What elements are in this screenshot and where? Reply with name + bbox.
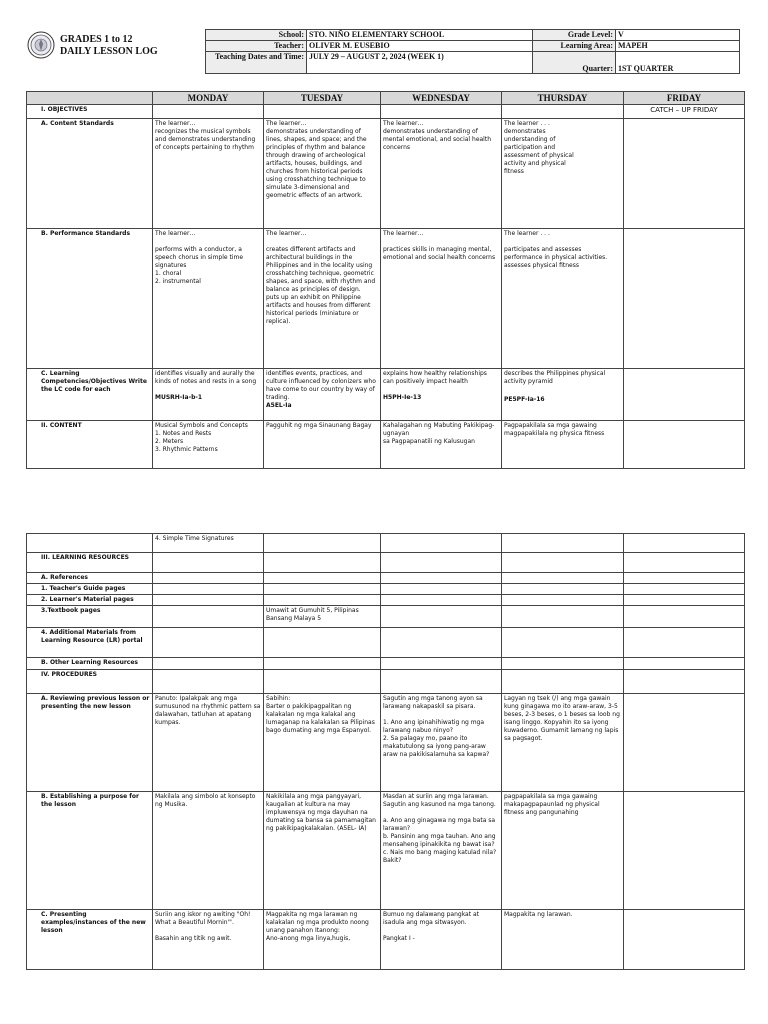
empty-cell	[264, 534, 381, 553]
content-standards-tue: The learner… demonstrates understanding of lines, shapes, and space; and the principles of rhythm and balance through drawing of archeological artifacts, houses, buildings, and churches from historical periods using crosshatching technique to simulate 3-dimensional and geometric effects of an artwork.	[264, 119, 381, 229]
procedures-label: IV. PROCEDURES	[27, 670, 153, 694]
content-wed: Kahalagahan ng Mabuting Pakikipag-ugnayan sa Pagpapanatili ng Kalusugan	[381, 421, 502, 469]
references-label: A. References	[27, 573, 153, 584]
school-label: School:	[206, 30, 307, 41]
lc-code: H5PH-Ie-13	[383, 394, 422, 401]
lc-code: MUSRH-Ia-b-1	[155, 394, 203, 401]
empty-cell	[264, 105, 381, 119]
area-label: Learning Area:	[533, 41, 616, 52]
grade-value: V	[616, 30, 740, 41]
empty-cell	[502, 534, 624, 553]
content-standards-mon: The learner… recognizes the musical symbols and demonstrates understanding of concepts pertaining to rhythm	[153, 119, 264, 229]
teacher-label: Teacher:	[206, 41, 307, 52]
deped-seal-logo	[27, 31, 55, 59]
empty-cell	[264, 628, 381, 658]
competency-text: identifies events, practices, and culture influenced by colonizers who have come to our country by way of trading.	[266, 370, 376, 401]
empty-cell	[624, 584, 745, 595]
empty-cell	[624, 534, 745, 553]
purpose-label: B. Establishing a purpose for the lesson	[27, 792, 153, 910]
lesson-log-table-page1	[26, 91, 745, 469]
empty-cell	[153, 553, 264, 573]
lc-code: A5EL-Ia	[266, 402, 292, 409]
quarter-value: 1ST QUARTER	[616, 52, 740, 74]
empty-cell	[264, 658, 381, 670]
competencies-label: C. Learning Competencies/Objectives Write the LC code for each	[27, 369, 153, 421]
empty-cell	[381, 584, 502, 595]
empty-cell	[624, 553, 745, 573]
review-wed: Sagutin ang mga tanong ayon sa larawang nakapaskil sa pisara. 1. Ano ang ipinahihiwatig ng mga larawang nabuo ninyo? 2. Sa palagay mo, paano ito makatutulong sa iyong pang-araw araw na pakikisalamuha sa kapwa?	[381, 694, 502, 792]
review-thu: Lagyan ng tsek (/) ang mga gawain kung ginagawa mo ito araw-araw, 3-5 beses, 2-3 beses, o 1 beses sa loob ng isang linggo. Kopyahin ito sa iyong kuwaderno. Gumamit lamang ng lapis sa pagsagot.	[502, 694, 624, 792]
content-mon: Musical Symbols and Concepts 1. Notes and Rests 2. Meters 3. Rhythmic Patterns	[153, 421, 264, 469]
content-tue: Pagguhit ng mga Sinaunang Bagay	[264, 421, 381, 469]
purpose-wed: Masdan at suriin ang mga larawan. Sagutin ang kasunod na mga tanong. a. Ano ang ginagawa ng mga bata sa larawan? b. Pansinin ang mga tauhan. Ano ang mensaheng ipinakikita ng bawat isa? c. Nais mo bang maging katulad nila? Bakit?	[381, 792, 502, 910]
empty-cell	[502, 553, 624, 573]
empty-cell	[264, 670, 381, 694]
performance-standards-wed: The learner… practices skills in managing mental, emotional and social health concerns	[381, 229, 502, 369]
empty-cell	[27, 534, 153, 553]
quarter-label: Quarter:	[533, 52, 616, 74]
competency-text: identifies visually and aurally the kinds of notes and rests in a song	[155, 370, 257, 385]
title-line-2: DAILY LESSON LOG	[60, 46, 158, 57]
presenting-tue: Magpakita ng mga larawan ng kalakalan ng mga produkto noong unang panahon Itanong: Ano-anong mga linya,hugis,	[264, 910, 381, 970]
empty-cell	[153, 606, 264, 628]
title-line-1: GRADES 1 to 12	[60, 34, 133, 45]
day-tuesday: TUESDAY	[264, 92, 381, 105]
content-standards-wed: The learner… demonstrates understanding of mental emotional, and social health concerns	[381, 119, 502, 229]
competency-text: describes the Philippines physical activity pyramid	[504, 370, 606, 385]
empty-cell	[153, 595, 264, 606]
empty-cell	[502, 105, 624, 119]
log-title	[60, 34, 158, 58]
catch-up-friday: CATCH – UP FRIDAY	[624, 105, 745, 119]
competency-text: explains how healthy relationships can positively impact health	[383, 370, 487, 385]
day-thursday: THURSDAY	[502, 92, 624, 105]
empty-cell	[264, 584, 381, 595]
grade-label: Grade Level:	[533, 30, 616, 41]
performance-standards-label: B. Performance Standards	[27, 229, 153, 369]
textbook-pages-tue: Umawit at Gumuhit 5, Pilipinas Bansang Malaya 5	[264, 606, 381, 628]
objectives-label: I. OBJECTIVES	[27, 105, 153, 119]
content-label: II. CONTENT	[27, 421, 153, 469]
empty-cell	[624, 658, 745, 670]
empty-cell	[502, 584, 624, 595]
review-mon: Panuto: Ipalakpak ang mga sumusunod na rhythmic pattern sa dalawahan, tatluhan at apatang kumpas.	[153, 694, 264, 792]
dates-label: Teaching Dates and Time:	[206, 52, 307, 74]
performance-standards-mon: The learner… performs with a conductor, a speech chorus in simple time signatures 1. choral 2. instrumental	[153, 229, 264, 369]
empty-cell	[153, 584, 264, 595]
presenting-label: C. Presenting examples/instances of the new lesson	[27, 910, 153, 970]
empty-cell	[624, 369, 745, 421]
corner-cell	[27, 92, 153, 105]
empty-cell	[264, 573, 381, 584]
textbook-pages-label: 3.Textbook pages	[27, 606, 153, 628]
empty-cell	[264, 553, 381, 573]
day-monday: MONDAY	[153, 92, 264, 105]
presenting-thu: Magpakita ng larawan.	[502, 910, 624, 970]
empty-cell	[502, 606, 624, 628]
purpose-mon: Makilala ang simbolo at konsepto ng Musika.	[153, 792, 264, 910]
empty-cell	[153, 573, 264, 584]
lesson-log-table-page2	[26, 533, 745, 970]
other-resources-label: B. Other Learning Resources	[27, 658, 153, 670]
learning-resources-label: III. LEARNING RESOURCES	[27, 553, 153, 573]
empty-cell	[502, 628, 624, 658]
competencies-mon	[153, 369, 264, 421]
empty-cell	[153, 670, 264, 694]
school-value: STO. NIÑO ELEMENTARY SCHOOL	[307, 30, 533, 41]
empty-cell	[381, 670, 502, 694]
purpose-thu: pagpapakilala sa mga gawaing makapagpapaunlad ng physical fitness ang pangunahing	[502, 792, 624, 910]
empty-cell	[624, 694, 745, 792]
empty-cell	[624, 229, 745, 369]
empty-cell	[624, 910, 745, 970]
empty-cell	[502, 670, 624, 694]
teacher-value: OLIVER M. EUSEBIO	[307, 41, 533, 52]
empty-cell	[381, 553, 502, 573]
day-friday: FRIDAY	[624, 92, 745, 105]
empty-cell	[381, 628, 502, 658]
dates-value: JULY 29 – AUGUST 2, 2024 (WEEK 1)	[307, 52, 533, 74]
content-standards-thu: The learner . . . demonstrates understanding of participation and assessment of physical activity and physical fitness	[502, 119, 624, 229]
empty-cell	[624, 119, 745, 229]
purpose-tue: Nakikilala ang mga pangyayari, kaugalian at kultura na may impluwensya ng mga dayuhan na dumating sa bansa sa pamamagitan ng pakikipagkalakalan. (A5EL- IA)	[264, 792, 381, 910]
empty-cell	[381, 595, 502, 606]
empty-cell	[381, 573, 502, 584]
empty-cell	[153, 628, 264, 658]
teachers-guide-label: 1. Teacher's Guide pages	[27, 584, 153, 595]
empty-cell	[502, 573, 624, 584]
content-mon-continued: 4. Simple Time Signatures	[153, 534, 264, 553]
day-wednesday: WEDNESDAY	[381, 92, 502, 105]
empty-cell	[153, 658, 264, 670]
competencies-thu	[502, 369, 624, 421]
empty-cell	[624, 606, 745, 628]
empty-cell	[264, 595, 381, 606]
empty-cell	[153, 105, 264, 119]
empty-cell	[624, 573, 745, 584]
learners-material-label: 2. Learner's Material pages	[27, 595, 153, 606]
performance-standards-tue: The learner… creates different artifacts and architectural buildings in the Philippines and in the locality using crosshatching technique, geometric shapes, and space, with rhythm and balance as principles of design. puts up an exhibit on Philippine artifacts and houses from different historical periods (miniature or replica).	[264, 229, 381, 369]
presenting-wed: Bumuo ng dalawang pangkat at isadula ang mga sitwasyon. Pangkat I -	[381, 910, 502, 970]
empty-cell	[624, 628, 745, 658]
empty-cell	[502, 658, 624, 670]
empty-cell	[624, 595, 745, 606]
presenting-mon: Suriin ang iskor ng awiting "Oh! What a Beautiful Mornin'". Basahin ang titik ng awit.	[153, 910, 264, 970]
performance-standards-thu: The learner . . . participates and assesses performance in physical activities. assesses physical fitness	[502, 229, 624, 369]
review-tue: Sabihin: Barter o pakikipagpalitan ng kalakalan ng mga kalakal ang lumaganap na kalakalan sa Pilipinas bago dumating ang mga Espanyol.	[264, 694, 381, 792]
header-info-table	[205, 29, 740, 74]
empty-cell	[502, 595, 624, 606]
empty-cell	[381, 606, 502, 628]
empty-cell	[381, 534, 502, 553]
competencies-tue	[264, 369, 381, 421]
empty-cell	[624, 421, 745, 469]
content-standards-label: A. Content Standards	[27, 119, 153, 229]
content-thu: Pagpapakilala sa mga gawaing magpapakilala ng physica fitness	[502, 421, 624, 469]
area-value: MAPEH	[616, 41, 740, 52]
empty-cell	[624, 670, 745, 694]
empty-cell	[381, 658, 502, 670]
additional-materials-label: 4. Additional Materials from Learning Resource (LR) portal	[27, 628, 153, 658]
empty-cell	[624, 792, 745, 910]
lc-code: PE5PF-Ia-16	[504, 396, 545, 403]
empty-cell	[381, 105, 502, 119]
competencies-wed	[381, 369, 502, 421]
review-label: A. Reviewing previous lesson or presenting the new lesson	[27, 694, 153, 792]
